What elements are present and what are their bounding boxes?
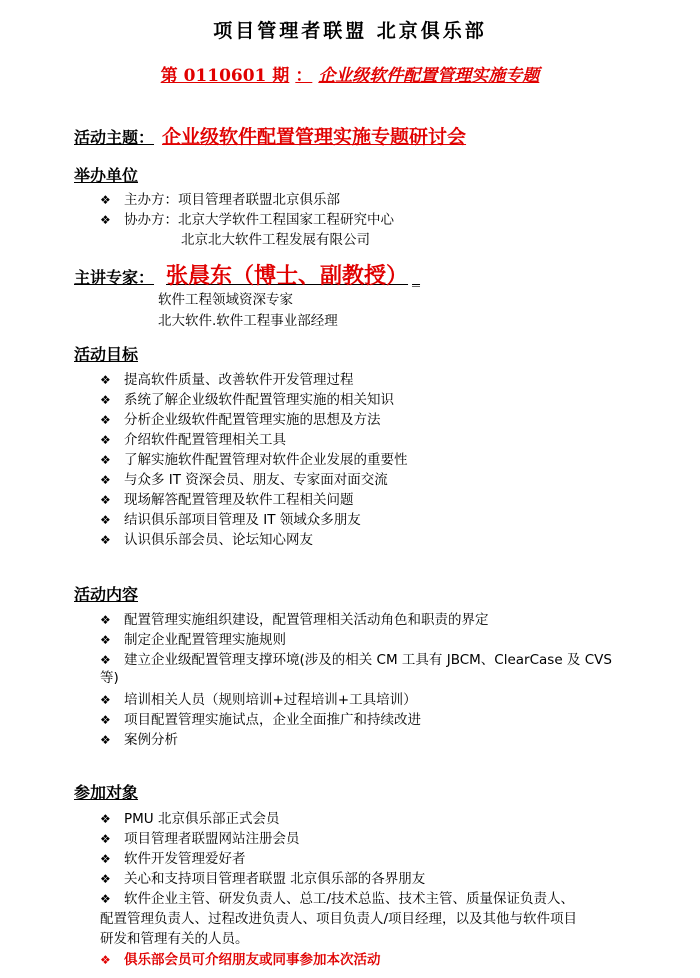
audience-heading: 参加对象	[74, 783, 139, 802]
bullet-icon: ❖	[100, 473, 111, 487]
bullet-icon: ❖	[100, 453, 111, 467]
organizers-heading: 举办单位	[74, 166, 139, 185]
document-title: 项目管理者联盟 北京俱乐部	[213, 20, 487, 42]
list-item: ❖ 培训相关人员（规则培训+过程培训+工具培训）	[100, 692, 417, 708]
list-item: ❖ 软件开发管理爱好者	[100, 851, 246, 867]
list-item: ❖ 分析企业级软件配置管理实施的思想及方法	[100, 412, 381, 428]
list-item: ❖ 项目管理者联盟网站注册会员	[100, 831, 300, 847]
bullet-icon: ❖	[100, 373, 111, 387]
bullet-icon: ❖	[100, 513, 111, 527]
bullet-icon: ❖	[100, 812, 111, 826]
bullet-icon: ❖	[100, 953, 111, 967]
list-item: ❖ 系统了解企业级软件配置管理实施的相关知识	[100, 392, 394, 408]
issue-topic: 企业级软件配置管理实施专题	[318, 66, 540, 86]
bullet-icon: ❖	[100, 693, 111, 707]
expert-label: 主讲专家：	[74, 268, 155, 287]
list-item: ❖ 认识俱乐部会员、论坛知心网友	[100, 532, 313, 548]
list-item: ❖ 制定企业配置管理实施规则	[100, 632, 286, 648]
list-item: ❖ 项目配置管理实施试点，企业全面推广和持续改进	[100, 712, 421, 728]
bullet-icon: ❖	[100, 393, 111, 407]
expert-row	[74, 259, 420, 290]
bullet-icon: ❖	[100, 533, 111, 547]
list-item: ❖ 配置管理实施组织建设，配置管理相关活动角色和职责的界定	[100, 612, 489, 628]
goals-heading: 活动目标	[74, 345, 139, 364]
bullet-icon: ❖	[100, 633, 111, 647]
list-item: ❖ PMU 北京俱乐部正式会员	[100, 811, 280, 827]
issue-subtitle	[0, 61, 700, 86]
list-item: ❖ 案例分析	[100, 732, 178, 748]
issue-number: 第 0110601 期	[160, 66, 290, 86]
bullet-icon: ❖	[100, 733, 111, 747]
list-item: ❖ 与众多 IT 资深会员、朋友、专家面对面交流	[100, 472, 388, 488]
list-item: ❖ 结识俱乐部项目管理及 IT 领域众多朋友	[100, 512, 361, 528]
expert-detail: 北大软件.软件工程事业部经理	[158, 313, 338, 329]
expert-detail: 软件工程领域资深专家	[158, 292, 293, 308]
list-item: ❖ 建立企业级配置管理支撑环境(涉及的相关 CM 工具有 JBCM、ClearCase 及 CVS	[100, 652, 612, 668]
theme-row	[74, 122, 466, 149]
bullet-icon: ❖	[100, 493, 111, 507]
list-item: ❖ 关心和支持项目管理者联盟 北京俱乐部的各界朋友	[100, 871, 426, 887]
bullet-icon: ❖	[100, 433, 111, 447]
list-item: ❖ 主办方：项目管理者联盟北京俱乐部	[100, 192, 340, 208]
list-item: ❖ 介绍软件配置管理相关工具	[100, 432, 286, 448]
bullet-icon: ❖	[100, 193, 111, 207]
bullet-icon: ❖	[100, 892, 111, 906]
expert-name: 张晨东（博士、副教授）	[166, 263, 409, 289]
bullet-icon: ❖	[100, 872, 111, 886]
content-heading: 活动内容	[74, 585, 139, 604]
organizer-continuation: 北京北大软件工程发展有限公司	[181, 232, 370, 248]
audience-wrap-line: 配置管理负责人、过程改进负责人、项目负责人/项目经理，以及其他与软件项目	[100, 911, 578, 927]
list-item: ❖ 了解实施软件配置管理对软件企业发展的重要性	[100, 452, 408, 468]
bullet-icon: ❖	[100, 213, 111, 227]
bullet-icon: ❖	[100, 413, 111, 427]
issue-separator: ：	[295, 66, 313, 86]
audience-note: ❖ 俱乐部会员可介绍朋友或同事参加本次活动	[100, 952, 381, 968]
audience-wrap-line: 研发和管理有关的人员。	[100, 931, 249, 947]
bullet-icon: ❖	[100, 653, 111, 667]
expert-trail: _	[412, 268, 421, 287]
bullet-icon: ❖	[100, 713, 111, 727]
list-item: ❖ 现场解答配置管理及软件工程相关问题	[100, 492, 354, 508]
list-item: ❖ 软件企业主管、研发负责人、总工/技术总监、技术主管、质量保证负责人、	[100, 891, 575, 907]
bullet-icon: ❖	[100, 613, 111, 627]
theme-value: 企业级软件配置管理实施专题研讨会	[162, 126, 467, 148]
bullet-icon: ❖	[100, 832, 111, 846]
theme-label: 活动主题：	[74, 128, 155, 147]
bullet-icon: ❖	[100, 852, 111, 866]
list-item: ❖ 提高软件质量、改善软件开发管理过程	[100, 372, 354, 388]
list-item: ❖ 协办方：北京大学软件工程国家工程研究中心	[100, 212, 394, 228]
content-wrap-tail: 等)	[100, 670, 119, 686]
